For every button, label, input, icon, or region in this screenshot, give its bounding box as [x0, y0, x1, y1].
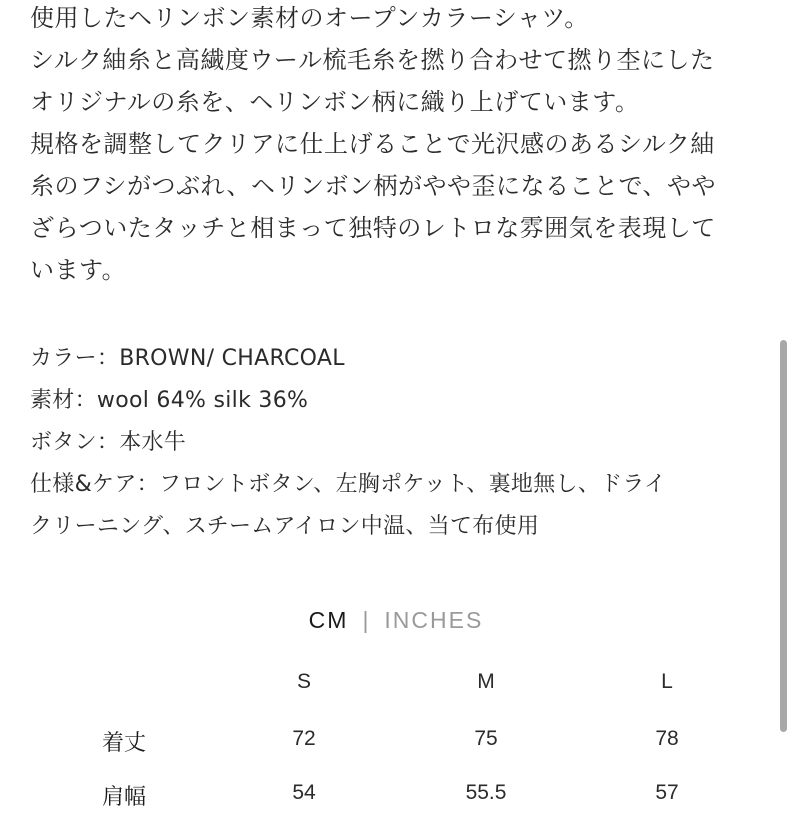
spec-material: 素材：wool 64% silk 36% [30, 388, 309, 413]
product-description [30, 0, 760, 291]
description-line: 規格を調整してクリアに仕上げることで光沢感のあるシルク紬 [30, 130, 715, 158]
description-line: ざらついたタッチと相まって独特のレトロな雰囲気を表現して [30, 214, 716, 242]
size-header-s: S [296, 670, 311, 693]
unit-inches-tab[interactable]: INCHES [384, 607, 484, 633]
table-cell: 72 [292, 727, 316, 750]
table-cell: 54 [292, 781, 316, 804]
product-specs [30, 338, 760, 548]
row-label-shoulder: 肩幅 [101, 785, 146, 810]
description-line: オリジナルの糸を、ヘリンボン柄に織り上げています。 [30, 88, 640, 116]
unit-cm-tab[interactable]: CM [308, 607, 349, 633]
table-cell: 55.5 [465, 781, 507, 804]
description-line: います。 [30, 256, 127, 284]
unit-separator: | [362, 607, 371, 633]
spec-color: カラー：BROWN/ CHARCOAL [30, 346, 345, 371]
spec-care: 仕様&ケア：フロントボタン、左胸ポケット、裏地無し、ドライ [30, 472, 667, 497]
spec-care-continued: クリーニング、スチームアイロン中温、当て布使用 [30, 514, 540, 539]
table-cell: 75 [474, 727, 498, 750]
table-cell: 57 [655, 781, 679, 804]
unit-toggle [0, 600, 792, 640]
description-line: 糸のフシがつぶれ、ヘリンボン柄がやや歪になることで、やや [30, 172, 716, 200]
size-header-l: L [661, 670, 673, 693]
row-label-length: 着丈 [101, 731, 146, 756]
spec-button: ボタン：本水牛 [30, 430, 187, 455]
table-cell: 78 [655, 727, 679, 750]
table-row [0, 778, 792, 828]
description-line: シルク紬糸と高繊度ウール梳毛糸を撚り合わせて撚り杢にした [30, 46, 715, 74]
scrollbar-thumb[interactable] [780, 340, 787, 732]
size-table-header [0, 660, 792, 704]
description-line: 使用したヘリンボン素材のオープンカラーシャツ。 [30, 4, 589, 32]
size-header-m: M [477, 670, 495, 693]
table-row [0, 724, 792, 774]
